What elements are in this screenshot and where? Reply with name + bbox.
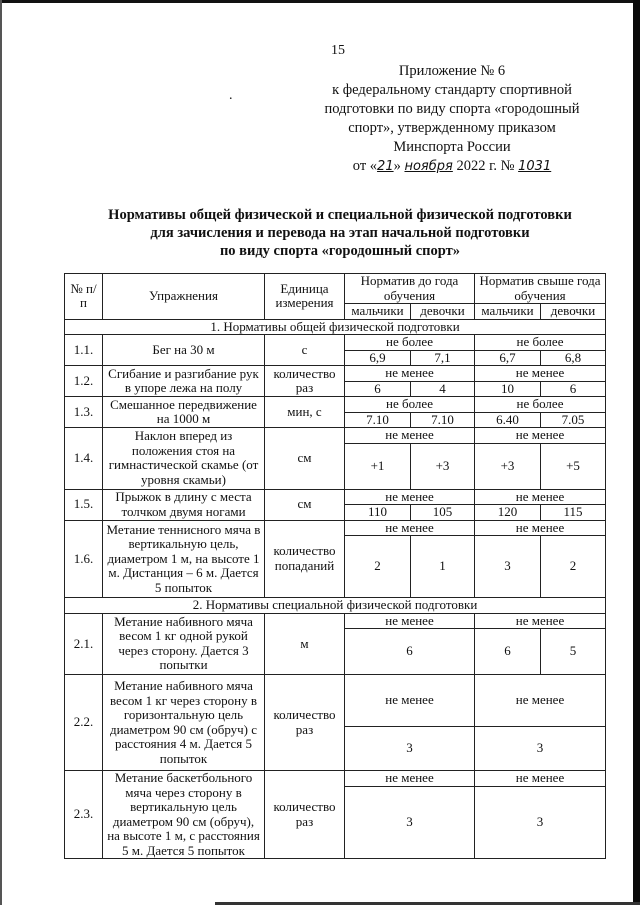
- value-before-merged: 6: [345, 629, 475, 675]
- appendix-line: Минспорта России: [393, 139, 511, 155]
- row-condition: не менее: [475, 520, 606, 536]
- table-row: [65, 520, 606, 536]
- scan-edge-left: [0, 0, 2, 905]
- norms-table: [64, 273, 606, 859]
- row-condition: не менее: [345, 613, 475, 629]
- header-num: № п/п: [65, 274, 103, 320]
- row-exercise: Метание набивного мяча весом 1 кг через сторону в горизонтальную цель диаметром 90 см (обруч) с расстояния 4 м. Дается 5 попыток: [103, 675, 265, 771]
- value-boys-before: 2: [345, 536, 411, 598]
- value-boys-before: 7.10: [345, 412, 411, 428]
- row-unit: м: [265, 613, 345, 675]
- date-mid: »: [393, 158, 401, 174]
- row-num: 1.3.: [65, 397, 103, 428]
- header-row: [65, 274, 606, 304]
- value-boys-after: 6: [475, 629, 541, 675]
- row-condition: не более: [475, 335, 606, 351]
- table-row: [65, 397, 606, 413]
- row-unit: количество раз: [265, 675, 345, 771]
- title-line: по виду спорта «городошный спорт»: [219, 243, 461, 259]
- row-exercise: Сгибание и разгибание рук в упоре лежа на полу: [103, 366, 265, 397]
- row-num: 1.2.: [65, 366, 103, 397]
- row-condition: не менее: [345, 520, 475, 536]
- title-line: Нормативы общей физической и специальной физической подготовки: [108, 207, 572, 223]
- value-after-merged: 3: [475, 727, 606, 771]
- row-exercise: Смешанное передвижение на 1000 м: [103, 397, 265, 428]
- row-unit: мин, с: [265, 397, 345, 428]
- row-unit: см: [265, 489, 345, 520]
- row-num: 1.4.: [65, 428, 103, 490]
- value-girls-before: 1: [411, 536, 475, 598]
- document-title: [60, 206, 620, 260]
- row-unit: см: [265, 428, 345, 490]
- row-exercise: Метание теннисного мяча в вертикальную цель, диаметром 1 м, на высоте 1 м. Дистанция – 6 м. Дается 5 попыток: [103, 520, 265, 598]
- value-boys-before: 6,9: [345, 350, 411, 366]
- value-girls-before: 105: [411, 505, 475, 521]
- row-num: 1.6.: [65, 520, 103, 598]
- table-row: [65, 613, 606, 629]
- scan-edge-top: [0, 0, 640, 3]
- row-condition: не более: [345, 335, 475, 351]
- date-day-handwritten: 21: [377, 159, 394, 174]
- section-row: [65, 319, 606, 335]
- row-condition: не менее: [345, 489, 475, 505]
- table-row: [65, 335, 606, 351]
- value-boys-before: +1: [345, 443, 411, 489]
- row-exercise: Метание набивного мяча весом 1 кг одной рукой через сторону. Дается 3 попытки: [103, 613, 265, 675]
- value-girls-after: 2: [541, 536, 606, 598]
- row-exercise: Бег на 30 м: [103, 335, 265, 366]
- order-date-line: [312, 157, 592, 176]
- value-girls-before: +3: [411, 443, 475, 489]
- title-line: для зачисления и перевода на этап начальной подготовки: [150, 225, 530, 241]
- row-num: 2.1.: [65, 613, 103, 675]
- row-num: 1.1.: [65, 335, 103, 366]
- value-boys-before: 110: [345, 505, 411, 521]
- appendix-line: к федеральному стандарту спортивной: [332, 82, 572, 98]
- table-row: [65, 366, 606, 382]
- table-row: [65, 428, 606, 444]
- row-unit: количество попаданий: [265, 520, 345, 598]
- value-girls-after: 6,8: [541, 350, 606, 366]
- page-number: 15: [331, 43, 345, 58]
- row-condition: не менее: [475, 613, 606, 629]
- value-before-merged: 3: [345, 786, 475, 858]
- row-condition: не более: [475, 397, 606, 413]
- date-year: 2022 г. №: [456, 158, 515, 174]
- value-girls-before: 7,1: [411, 350, 475, 366]
- section-row: [65, 598, 606, 614]
- row-condition: не менее: [345, 428, 475, 444]
- header-unit: Единица измерения: [265, 274, 345, 320]
- row-condition: не менее: [345, 366, 475, 382]
- value-girls-after: 115: [541, 505, 606, 521]
- value-before-merged: 3: [345, 727, 475, 771]
- row-exercise: Прыжок в длину с места толчком двумя ногами: [103, 489, 265, 520]
- appendix-line: спорт», утвержденному приказом: [348, 120, 556, 136]
- section-title: 1. Нормативы общей физической подготовки: [65, 319, 606, 335]
- value-girls-after: +5: [541, 443, 606, 489]
- header-after-year: Норматив свыше года обучения: [475, 274, 606, 304]
- row-condition: не менее: [475, 675, 606, 727]
- header-boys: мальчики: [475, 304, 541, 320]
- value-boys-after: +3: [475, 443, 541, 489]
- stray-mark: .: [229, 88, 233, 103]
- header-before-year: Норматив до года обучения: [345, 274, 475, 304]
- value-girls-before: 4: [411, 381, 475, 397]
- table-row: [65, 771, 606, 787]
- order-number-handwritten: 1031: [518, 159, 552, 174]
- value-after-merged: 3: [475, 786, 606, 858]
- table-row: [65, 489, 606, 505]
- table-row: [65, 675, 606, 727]
- row-num: 2.3.: [65, 771, 103, 859]
- row-condition: не менее: [475, 771, 606, 787]
- row-condition: не менее: [475, 489, 606, 505]
- header-girls: девочки: [541, 304, 606, 320]
- header-girls: девочки: [411, 304, 475, 320]
- value-girls-after: 6: [541, 381, 606, 397]
- header-boys: мальчики: [345, 304, 411, 320]
- scan-edge-right: [633, 0, 640, 905]
- row-unit: с: [265, 335, 345, 366]
- value-boys-after: 120: [475, 505, 541, 521]
- date-month-handwritten: ноября: [404, 159, 453, 174]
- row-condition: не более: [345, 397, 475, 413]
- value-girls-after: 5: [541, 629, 606, 675]
- row-condition: не менее: [345, 771, 475, 787]
- row-num: 1.5.: [65, 489, 103, 520]
- value-girls-before: 7.10: [411, 412, 475, 428]
- header-exercise: Упражнения: [103, 274, 265, 320]
- appendix-header: [312, 62, 592, 176]
- value-girls-after: 7.05: [541, 412, 606, 428]
- row-exercise: Метание баскетбольного мяча через сторону в вертикальную цель диаметром 90 см (обруч), на высоте 1 м, с расстояния 5 м. Дается 5 попыток: [103, 771, 265, 859]
- value-boys-after: 6.40: [475, 412, 541, 428]
- date-prefix: от «: [352, 158, 378, 174]
- appendix-line: Приложение № 6: [398, 63, 506, 79]
- appendix-line: подготовки по виду спорта «городошный: [324, 101, 580, 117]
- value-boys-after: 3: [475, 536, 541, 598]
- value-boys-after: 10: [475, 381, 541, 397]
- section-title: 2. Нормативы специальной физической подготовки: [65, 598, 606, 614]
- value-boys-before: 6: [345, 381, 411, 397]
- row-unit: количество раз: [265, 366, 345, 397]
- value-boys-after: 6,7: [475, 350, 541, 366]
- row-condition: не менее: [345, 675, 475, 727]
- row-unit: количество раз: [265, 771, 345, 859]
- row-exercise: Наклон вперед из положения стоя на гимнастической скамье (от уровня скамьи): [103, 428, 265, 490]
- row-num: 2.2.: [65, 675, 103, 771]
- row-condition: не менее: [475, 366, 606, 382]
- row-condition: не менее: [475, 428, 606, 444]
